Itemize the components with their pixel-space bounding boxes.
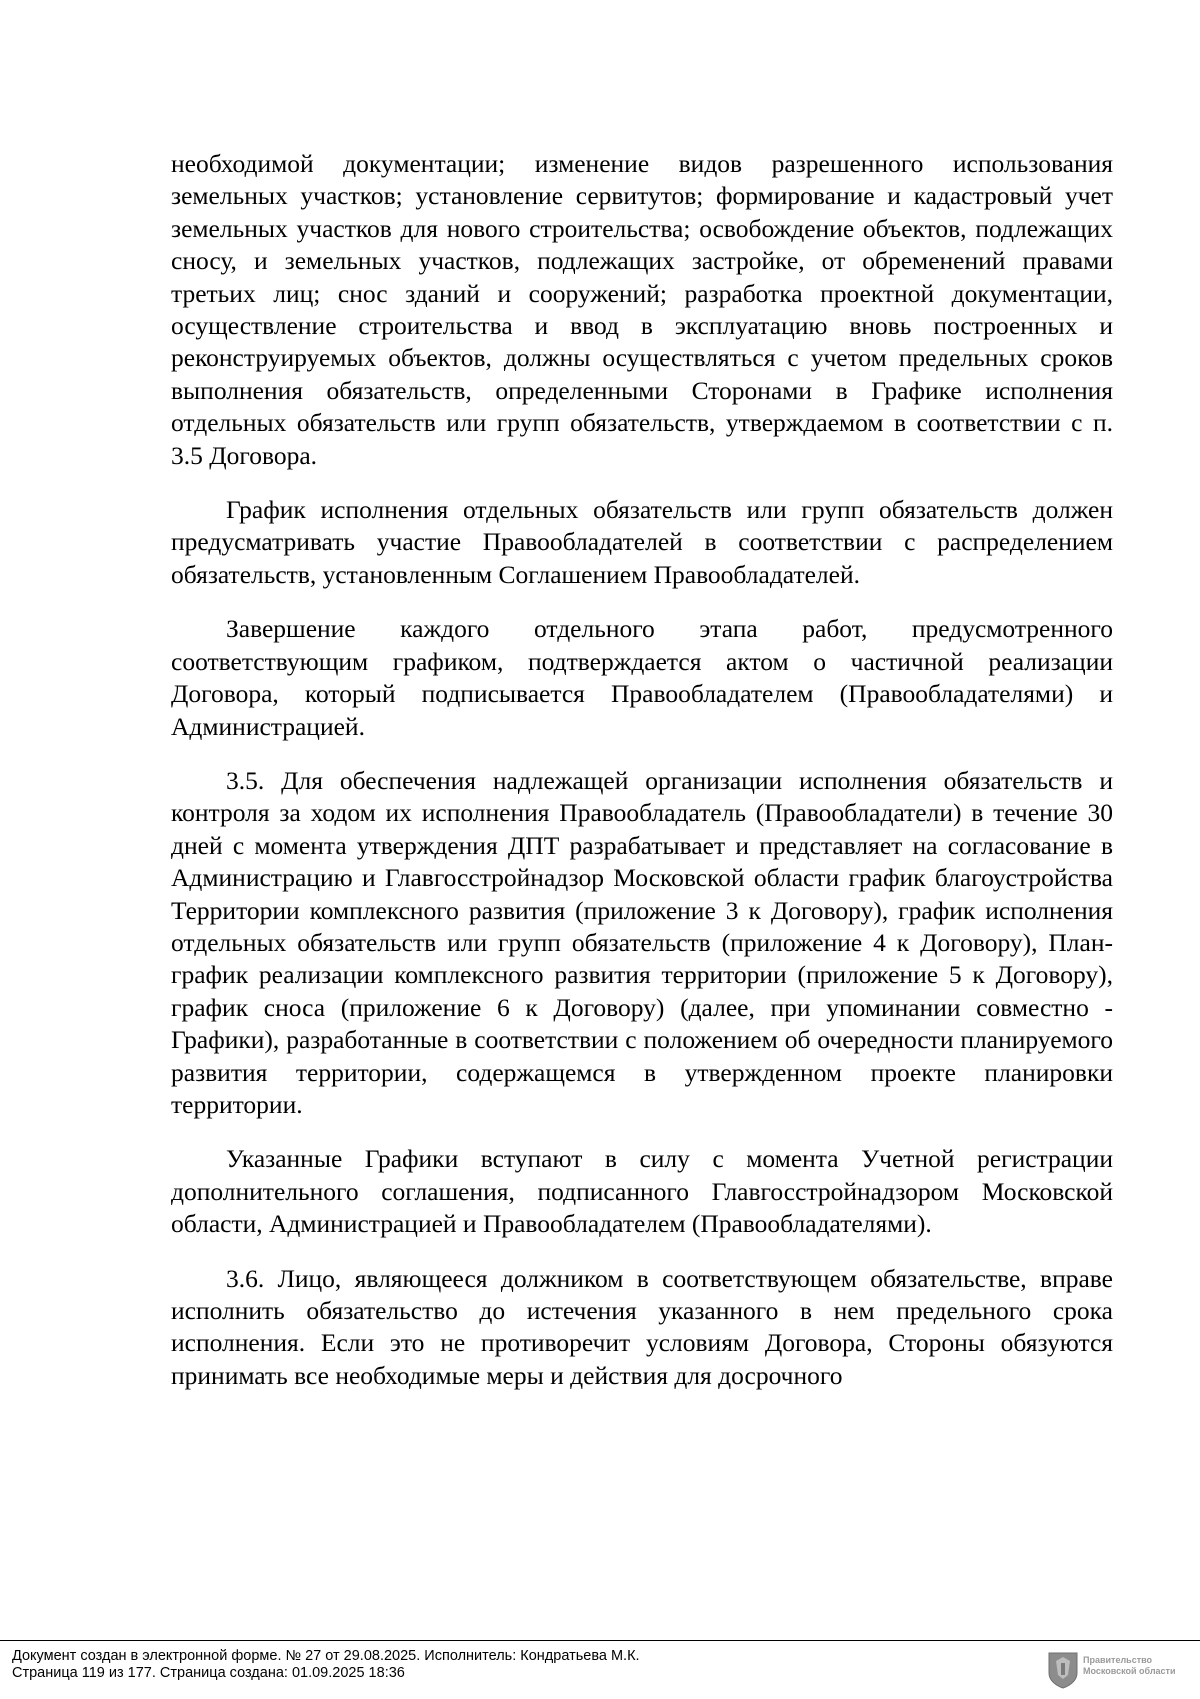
logo-label-line2: Московской области bbox=[1083, 1666, 1176, 1676]
footer-document-info: Документ создан в электронной форме. № 27 от 29.08.2025. Исполнитель: Кондратьева М.К. bbox=[12, 1648, 640, 1664]
government-logo bbox=[1047, 1651, 1192, 1691]
paragraph-continuation: необходимой документации; изменение видов разрешенного использования земельных участков; установление сервитутов; формирование и кадастровый учет земельных участков для нового строительства; освобождение объектов, подлежащих сносу, и земельных участков, подлежащих застройке, от обременений правами третьих лиц; снос зданий и сооружений; разработка проектной документации, осуществление строительства и ввод в эксплуатацию вновь построенных и реконструируемых объектов, должны осуществляться с учетом предельных сроков выполнения обязательств, определенными Сторонами в Графике исполнения отдельных обязательств или групп обязательств, утверждаемом в соответствии с п. 3.5 Договора. bbox=[171, 149, 1113, 470]
logo-label-line1: Правительство bbox=[1083, 1655, 1153, 1665]
paragraph-stage-completion: Завершение каждого отдельного этапа работ, предусмотренного соответствующим графиком, подтверждается актом о частичной реализации Договора, который подписывается Правообладателем (Правообладателями) и Администрацией. bbox=[171, 614, 1113, 741]
footer-metadata bbox=[12, 1648, 640, 1682]
coat-of-arms-icon bbox=[1047, 1651, 1079, 1689]
logo-label bbox=[1083, 1655, 1176, 1677]
paragraph-clause-3-5: 3.5. Для обеспечения надлежащей организации исполнения обязательств и контроля за ходом их исполнения Правообладатель (Правообладатели) в течение 30 дней с момента утверждения ДПТ разрабатывает и представляет на согласование в Администрацию и Главгосстройнадзор Московской области график благоустройства Территории комплексного развития (приложение 3 к Договору), график исполнения отдельных обязательств или групп обязательств (приложение 4 к Договору), План-график реализации комплексного развития территории (приложение 5 к Договору), график сноса (приложение 6 к Договору) (далее, при упоминании совместно - Графики), разработанные в соответствии с положением об очередности планируемого развития территории, содержащемся в утвержденном проекте планировки территории. bbox=[171, 765, 1113, 1119]
footer-page-info: Страница 119 из 177. Страница создана: 01.09.2025 18:36 bbox=[12, 1665, 405, 1681]
page-footer bbox=[0, 1640, 1200, 1699]
paragraph-schedule-participation: График исполнения отдельных обязательств или групп обязательств должен предусматривать участие Правообладателей в соответствии с распределением обязательств, установленным Соглашением Правообладателей. bbox=[171, 495, 1113, 589]
document-body bbox=[171, 148, 1113, 1414]
paragraph-clause-3-6: 3.6. Лицо, являющееся должником в соответствующем обязательстве, вправе исполнить обязательство до истечения указанного в нем предельного срока исполнения. Если это не противоречит условиям Договора, Стороны обязуются принимать все необходимые меры и действия для досрочного bbox=[171, 1263, 1113, 1390]
paragraph-schedules-effect: Указанные Графики вступают в силу с момента Учетной регистрации дополнительного соглашения, подписанного Главгосстройнадзором Московской области, Администрацией и Правообладателем (Правообладателями). bbox=[171, 1144, 1113, 1239]
